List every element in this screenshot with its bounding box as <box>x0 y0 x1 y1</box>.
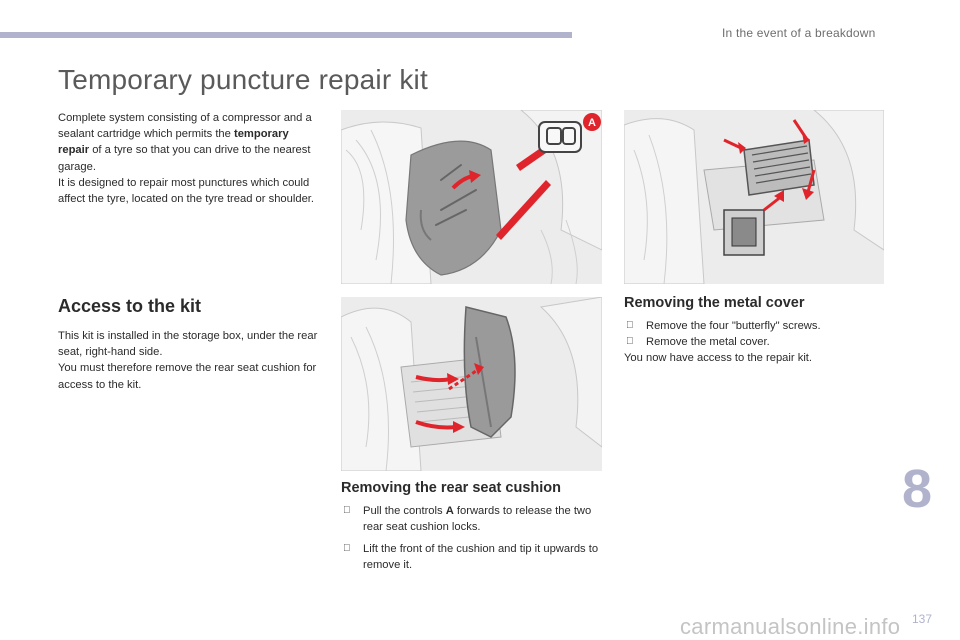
checkbox-bullet-icon <box>626 334 634 350</box>
access-line-1: This kit is installed in the storage box, under the rear seat, right-hand side. <box>58 330 318 359</box>
illustration-metal-cover <box>624 110 884 284</box>
rear-cushion-steps <box>341 503 603 579</box>
rear-step-1-pre: Pull the controls <box>363 505 446 517</box>
intro-paragraph-1 <box>58 110 320 175</box>
checkbox-bullet-icon <box>343 541 351 557</box>
checkbox-bullet-icon <box>343 503 351 519</box>
metal-cover-steps <box>624 318 894 366</box>
intro-part2: of a tyre so that you can drive to the nearest garage. <box>58 144 311 173</box>
metal-note: You now have access to the repair kit. <box>624 352 813 364</box>
page-number: 137 <box>912 612 933 626</box>
rear-step-2 <box>341 541 603 573</box>
access-text <box>58 328 320 393</box>
watermark: carmanualsonline.info <box>680 614 901 639</box>
metal-cover-heading: Removing the metal cover <box>624 295 805 311</box>
access-heading: Access to the kit <box>58 296 202 316</box>
metal-step-1 <box>624 318 894 334</box>
rear-step-1-post: forwards to release the two rear seat cushion locks. <box>363 505 592 533</box>
page-title: Temporary puncture repair kit <box>58 64 428 95</box>
header-accent-bar <box>0 32 572 38</box>
chapter-number: 8 <box>902 459 933 519</box>
access-line-2: You must therefore remove the rear seat cushion for access to the kit. <box>58 362 317 391</box>
metal-step-2-text: Remove the metal cover. <box>646 336 770 348</box>
rear-step-1 <box>341 503 603 535</box>
rear-step-1-bold: A <box>445 505 454 517</box>
illustration-tip-cushion <box>341 297 602 471</box>
callout-a-label: A <box>588 117 596 129</box>
checkbox-bullet-icon <box>626 318 634 334</box>
section-header: In the event of a breakdown <box>722 26 876 40</box>
intro-part1: Complete system consisting of a compressor and a sealant cartridge which permits the <box>58 112 312 141</box>
metal-step-1-text: Remove the four "butterfly" screws. <box>646 320 821 332</box>
intro-paragraph-2: It is designed to repair most punctures which could affect the tyre, located on the tyre tread or shoulder. <box>58 176 315 206</box>
rear-cushion-heading: Removing the rear seat cushion <box>341 480 561 496</box>
illustration-seat-cushion-control <box>341 110 602 284</box>
intro-text <box>58 110 320 207</box>
rear-step-2-text: Lift the front of the cushion and tip it upwards to remove it. <box>363 543 599 571</box>
metal-step-2 <box>624 334 894 350</box>
intro-bold: temporary repair <box>58 128 289 157</box>
